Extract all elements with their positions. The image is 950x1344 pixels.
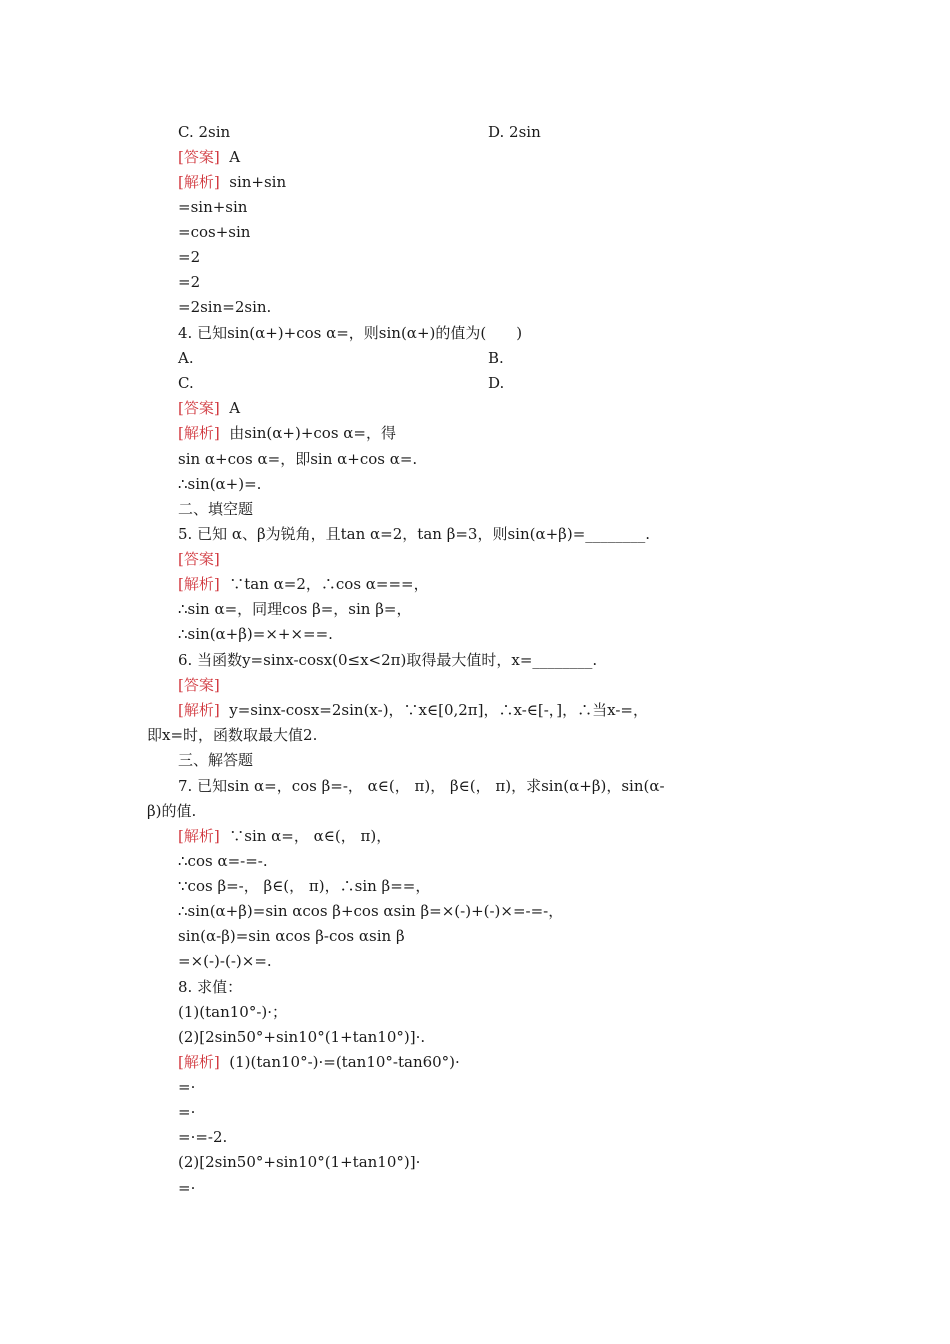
question-4: 4. 已知sin(α+)+cos α=，则sin(α+)的值为( ) [178,324,523,342]
analysis-line [178,423,396,443]
text-line: β)的值. [147,802,197,820]
text-line: (2)[2sin50°+sin10°(1+tan10°)]·. [178,1028,426,1046]
text-line: (2)[2sin50°+sin10°(1+tan10°)]· [178,1153,421,1171]
text-line: 即x=时，函数取最大值2. [147,726,318,744]
text-line: ∴cos α=-=-. [178,852,268,870]
text-line: =· [178,1078,196,1096]
text-line: =cos+sin [178,223,251,241]
analysis-tag: [解析] [178,173,220,191]
section-heading-fill: 二、填空题 [178,500,254,518]
analysis-line [178,172,286,192]
answer-text: A [219,399,241,417]
text-line: ∴sin(α+β)=×+×==. [178,625,333,643]
answer-line [178,147,240,167]
text-line: =· [178,1179,196,1197]
analysis-text: (1)(tan10°-)·=(tan10°-tan60°)· [219,1053,460,1071]
text-line: ∵cos β=-， β∈(， π)，∴sin β==， [178,877,431,895]
option-d: D. 2sin [488,123,541,141]
question-6: 6. 当函数y=sinx-cosx(0≤x<2π)取得最大值时，x=________. [178,651,598,669]
answer-tag: [答案] [178,550,220,568]
answer-tag: [答案] [178,148,220,166]
text-line: =· [178,1103,196,1121]
section-heading-solve: 三、解答题 [178,751,254,769]
analysis-tag: [解析] [178,1053,220,1071]
analysis-text: ∵sin α=， α∈(， π)， [219,827,392,845]
text-line: =2 [178,248,201,266]
analysis-tag: [解析] [178,575,220,593]
option-d: D. [488,374,505,392]
text-line: ∴sin(α+)=. [178,475,262,493]
option-c: C. [178,374,194,392]
option-b: B. [488,349,504,367]
answer-line [178,675,220,695]
answer-line [178,549,220,569]
answer-tag: [答案] [178,676,220,694]
analysis-line [178,574,429,594]
analysis-text: y=sinx-cosx=2sin(x-)，∵x∈[0,2π]，∴x-∈[-，]，∴当x-=， [219,701,648,719]
question-5: 5. 已知 α、β为锐角，且tan α=2，tan β=3，则sin(α+β)=________. [178,525,651,543]
text-line: (1)(tan10°-)·； [178,1003,288,1021]
analysis-text: ∵tan α=2，∴cos α===， [219,575,429,593]
analysis-line [178,700,648,720]
text-line: =·=-2. [178,1128,228,1146]
question-8: 8. 求值： [178,978,243,996]
analysis-line [178,1052,460,1072]
text-line: =2 [178,273,201,291]
analysis-text: sin+sin [219,173,287,191]
text-line: sin α+cos α=，即sin α+cos α=. [178,450,418,468]
analysis-line [178,826,391,846]
text-line: ∴sin(α+β)=sin αcos β+cos αsin β=×(-)+(-)×=-=-， [178,902,564,920]
text-line: ∴sin α=，同理cos β=，sin β=， [178,600,412,618]
analysis-text: 由sin(α+)+cos α=，得 [219,424,396,442]
analysis-tag: [解析] [178,827,220,845]
text-line: =sin+sin [178,198,248,216]
text-line: =×(-)-(-)×=. [178,952,272,970]
text-line: =2sin=2sin. [178,298,272,316]
analysis-tag: [解析] [178,701,220,719]
question-7: 7. 已知sin α=，cos β=-， α∈(， π)， β∈(， π)，求sin(α+β)，sin(α- [178,777,665,795]
answer-tag: [答案] [178,399,220,417]
text-line: sin(α-β)=sin αcos β-cos αsin β [178,927,405,945]
analysis-tag: [解析] [178,424,220,442]
option-a: A. [178,349,194,367]
option-c: C. 2sin [178,123,231,141]
answer-text: A [219,148,241,166]
answer-line [178,398,240,418]
